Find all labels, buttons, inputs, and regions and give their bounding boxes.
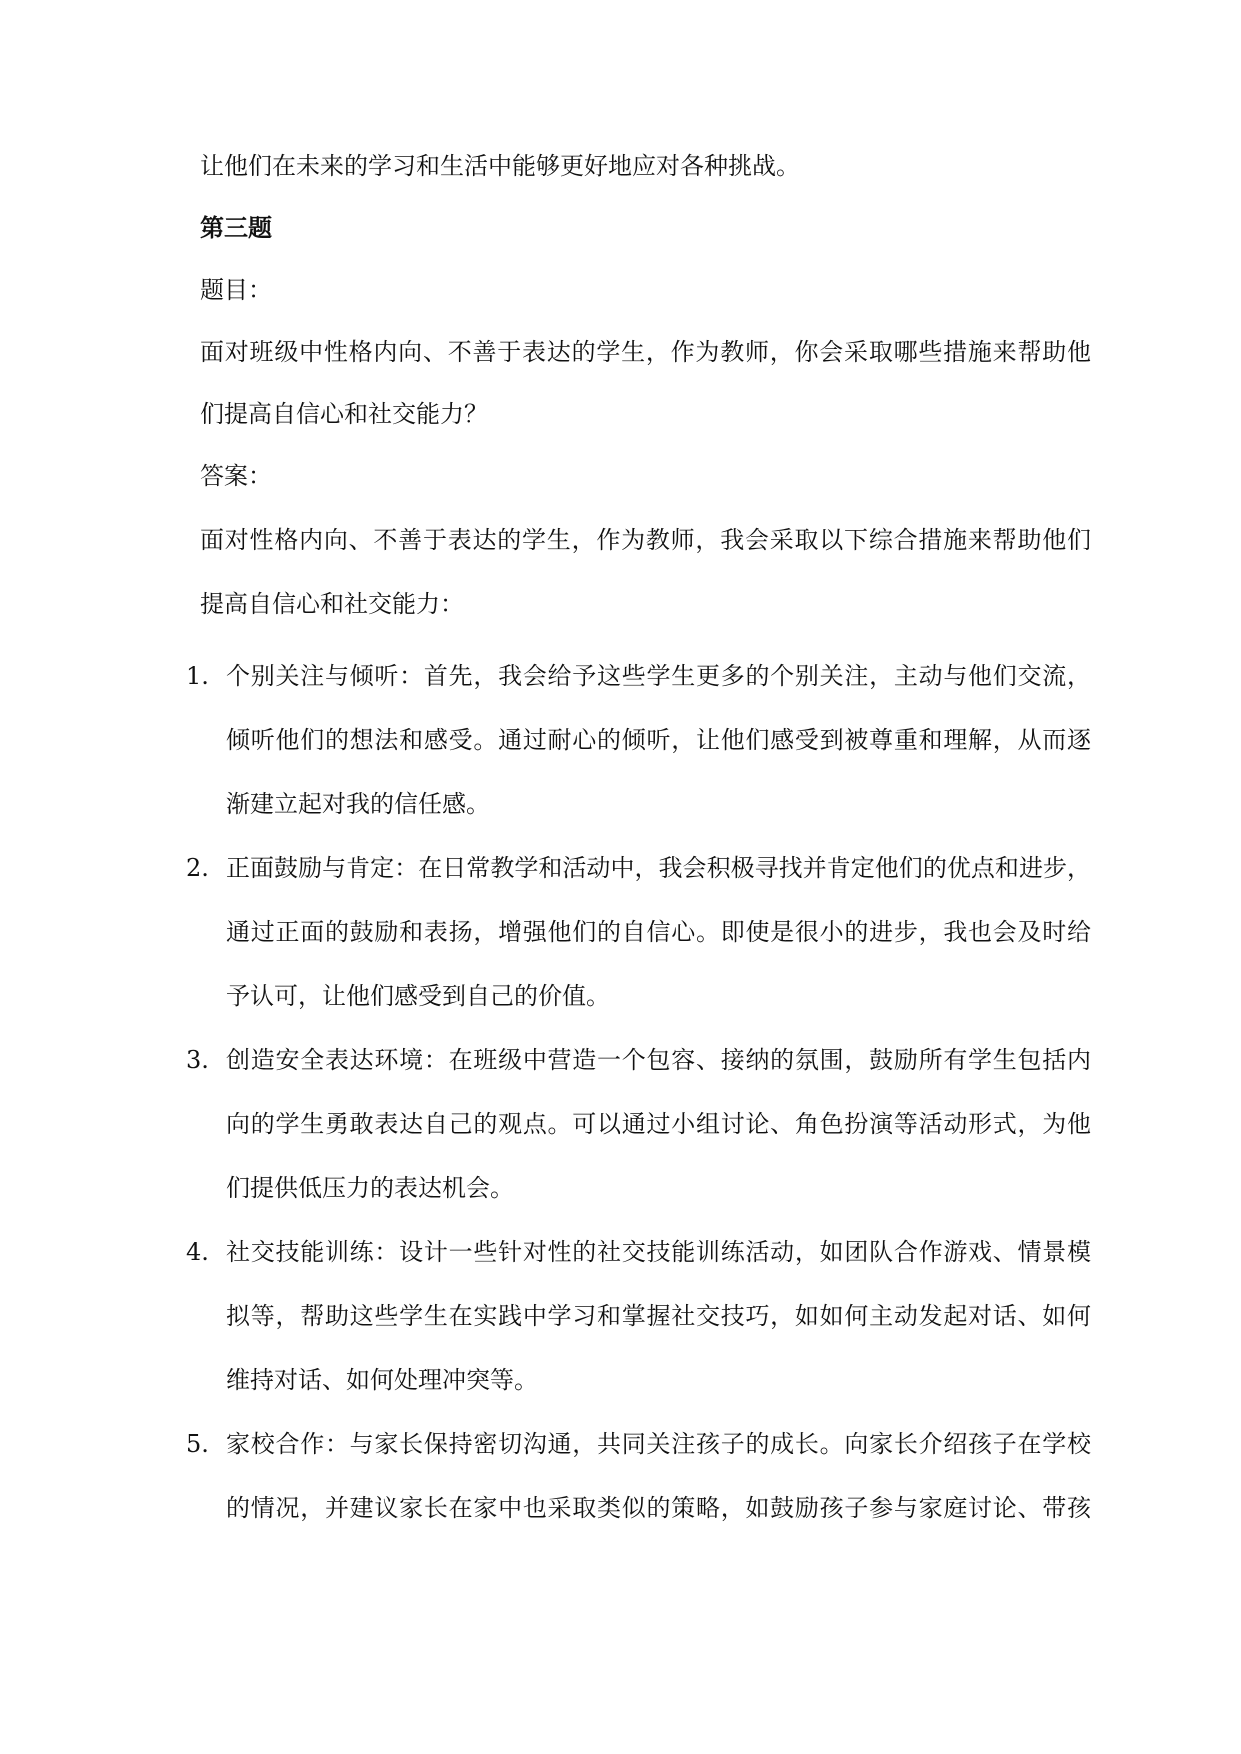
list-item-line: 渐建立起对我的信任感。 [226,790,490,818]
list-item-line: 予认可，让他们感受到自己的价值。 [226,982,610,1010]
list-item-line: 的情况，并建议家长在家中也采取类似的策略，如鼓励孩子参与家庭讨论、带孩 [226,1494,1091,1522]
list-item-number: 5. [186,1430,209,1458]
list-item-line: 家校合作：与家长保持密切沟通，共同关注孩子的成长。向家长介绍孩子在学校 [226,1430,1091,1458]
list-item-number: 1. [186,662,209,690]
list-item-number: 2. [186,854,209,882]
list-item-line: 向的学生勇敢表达自己的观点。可以通过小组讨论、角色扮演等活动形式，为他 [226,1110,1091,1138]
question-text-line-2: 们提高自信心和社交能力？ [200,400,488,428]
list-item-line: 正面鼓励与肯定：在日常教学和活动中，我会积极寻找并肯定他们的优点和进步， [226,854,1091,882]
list-item-line: 个别关注与倾听：首先，我会给予这些学生更多的个别关注，主动与他们交流， [226,662,1091,690]
list-item-line: 们提供低压力的表达机会。 [226,1174,514,1202]
question-text-line-1: 面对班级中性格内向、不善于表达的学生，作为教师，你会采取哪些措施来帮助他 [200,338,1091,366]
answer-intro-line-2: 提高自信心和社交能力： [200,590,464,618]
answer-intro-line-1: 面对性格内向、不善于表达的学生，作为教师，我会采取以下综合措施来帮助他们 [200,526,1091,554]
list-item-line: 创造安全表达环境：在班级中营造一个包容、接纳的氛围，鼓励所有学生包括内 [226,1046,1091,1074]
question-heading: 第三题 [200,213,272,242]
list-item-line: 社交技能训练：设计一些针对性的社交技能训练活动，如团队合作游戏、情景模 [226,1238,1091,1266]
list-item-line: 拟等，帮助这些学生在实践中学习和掌握社交技巧，如如何主动发起对话、如何 [226,1302,1091,1330]
list-item-line: 倾听他们的想法和感受。通过耐心的倾听，让他们感受到被尊重和理解，从而逐 [226,726,1091,754]
list-item-line: 维持对话、如何处理冲突等。 [226,1366,538,1394]
list-item-number: 4. [186,1238,209,1266]
answer-label: 答案： [200,462,272,490]
question-label: 题目： [200,276,272,304]
previous-answer-end: 让他们在未来的学习和生活中能够更好地应对各种挑战。 [200,152,800,180]
list-item-number: 3. [186,1046,209,1074]
list-item-line: 通过正面的鼓励和表扬，增强他们的自信心。即使是很小的进步，我也会及时给 [226,918,1091,946]
